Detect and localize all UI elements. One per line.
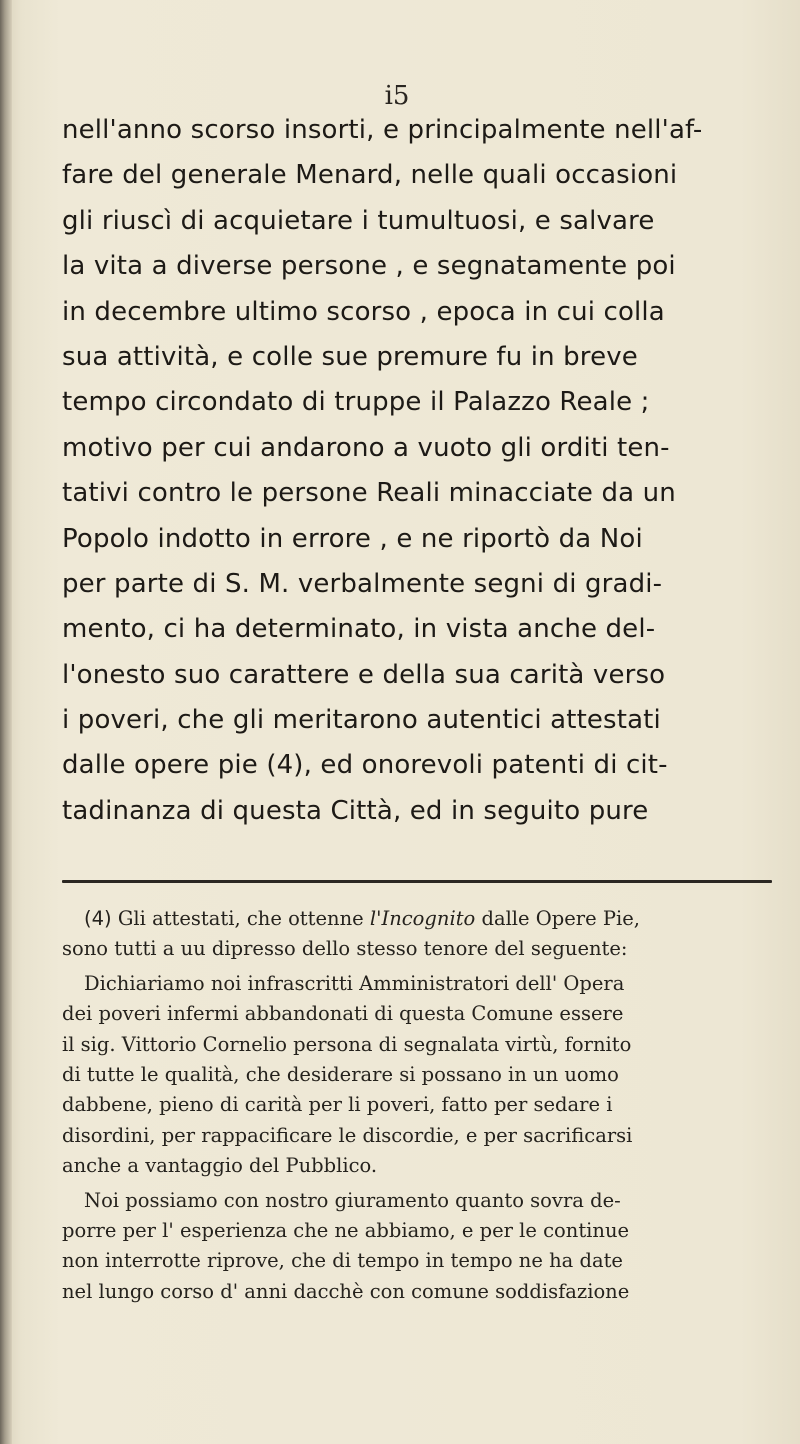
text-line: Popolo indotto in errore , e ne riportò da Noi (62, 523, 643, 554)
footnote-line: porre per l' esperienza che ne abbiamo, e per le continue (62, 1218, 630, 1242)
footnote-line (62, 904, 776, 934)
footnote-line: dei poveri infermi abbandonati di questa Comune essere (62, 1002, 624, 1026)
text-line: l'onesto suo carattere e della sua carità verso (62, 659, 666, 690)
footnote-line: anche a vantaggio del Pubblico. (62, 1154, 378, 1178)
page-number: i5 (384, 81, 410, 111)
footnote-line: il sig. Vittorio Cornelio persona di segnalata virtù, fornito (62, 1032, 632, 1056)
footnote-paragraph (62, 904, 776, 965)
footnote-line: dabbene, pieno di carità per li poveri, fatto per sedare i (62, 1093, 613, 1117)
footnote-marker: (4) (84, 907, 112, 930)
text-line: gli riuscì di acquietare i tumultuosi, e salvare (62, 205, 655, 236)
footnote-line: Noi possiamo con nostro giuramento quanto sovra de- (84, 1188, 621, 1212)
footnote-paragraph (62, 969, 776, 1182)
footnote-source-title: l'Incognito (369, 907, 476, 930)
text-line: fare del generale Menard, nelle quali occasioni (62, 160, 678, 191)
text-line: per parte di S. M. verbalmente segni di gradi- (62, 568, 663, 599)
text-line: sua attività, e colle sue premure fu in breve (62, 341, 638, 372)
footnote-text: dalle Opere Pie, (475, 907, 640, 930)
text-line: mento, ci ha determinato, in vista anche del- (62, 614, 656, 645)
main-text (62, 108, 774, 834)
footnote-paragraph (62, 1186, 776, 1308)
text-line: i poveri, che gli meritarono autentici attestati (62, 705, 661, 736)
footnote-divider (62, 880, 772, 883)
footnote-line: disordini, per rappacificare le discordie, e per sacrificarsi (62, 1123, 633, 1147)
footnote-line: sono tutti a uu dipresso dello stesso tenore del seguente: (62, 937, 628, 961)
text-line: motivo per cui andarono a vuoto gli orditi ten- (62, 432, 670, 463)
text-line: tativi contro le persone Reali minacciate da un (62, 478, 676, 509)
footnote-line: nel lungo corso d' anni dacchè con comune soddisfazione (62, 1279, 630, 1303)
footnote (62, 904, 776, 1311)
footnote-text: Gli attestati, che ottenne (117, 907, 370, 930)
text-line: tadinanza di questa Città, ed in seguito pure (62, 795, 649, 826)
text-line: in decembre ultimo scorso , epoca in cui colla (62, 296, 665, 327)
footnote-line: di tutte le qualità, che desiderare si possano in un uomo (62, 1062, 619, 1086)
footnote-line: non interrotte riprove, che di tempo in tempo ne ha date (62, 1249, 623, 1273)
text-line: tempo circondato di truppe il Palazzo Reale ; (62, 387, 650, 418)
text-line: nell'anno scorso insorti, e principalmente nell'af- (62, 115, 703, 145)
text-line: la vita a diverse persone , e segnatamente poi (62, 251, 676, 282)
binding-edge (0, 0, 12, 1444)
footnote-line: Dichiariamo noi infrascritti Amministratori dell' Opera (84, 971, 625, 995)
text-line: dalle opere pie (4), ed onorevoli patenti di cit- (62, 750, 668, 781)
